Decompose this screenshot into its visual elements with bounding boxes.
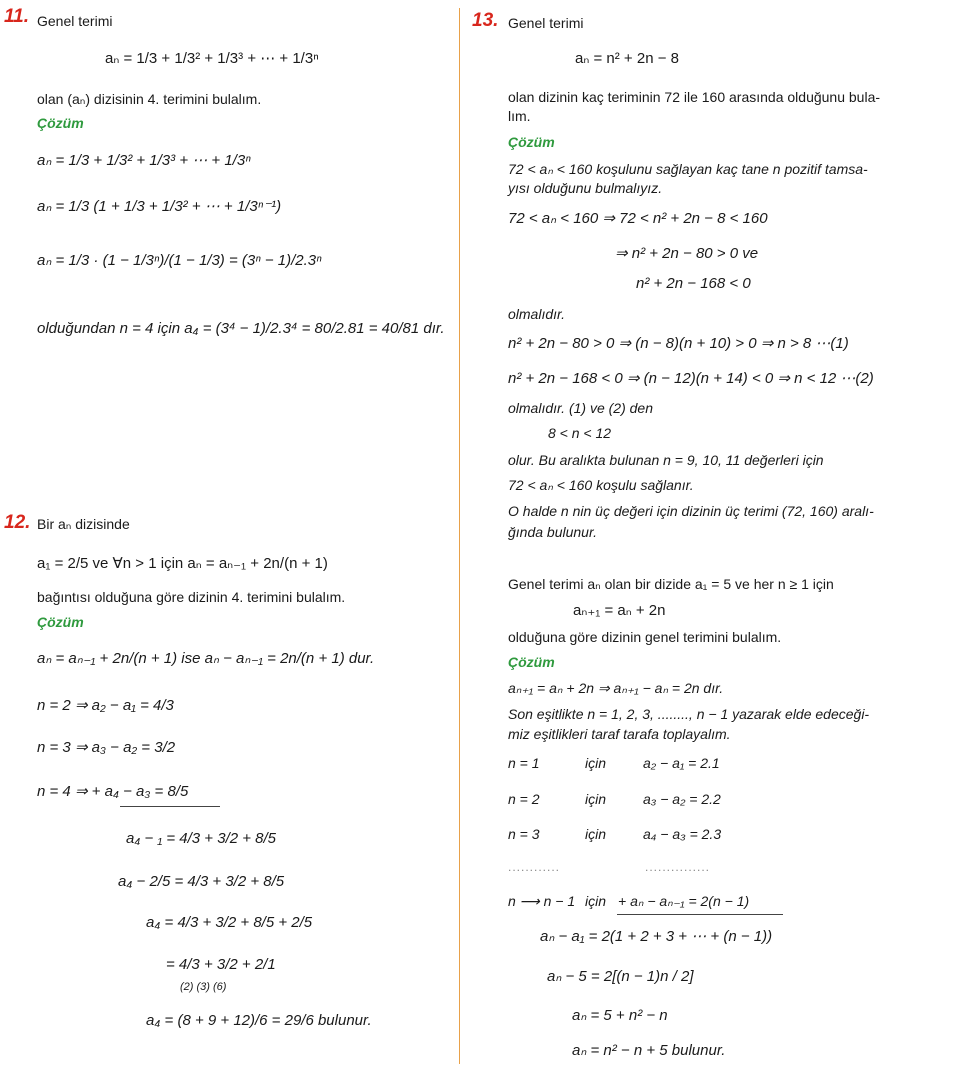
problem-12-step-1: aₙ = aₙ₋₁ + 2n/(n + 1) ise aₙ − aₙ₋₁ = 2n/(n + 1) dur. xyxy=(37,650,375,667)
problem-12-row-n2: n = 2 ⇒ a₂ − a₁ = 4/3 xyxy=(37,697,174,714)
problem-14-step-1: aₙ₊₁ = aₙ + 2n ⇒ aₙ₊₁ − aₙ = 2n dır. xyxy=(508,680,724,696)
problem-14-text-line-1: Son eşitlikte n = 1, 2, 3, ........, n − 1 yazarak elde edeceği- xyxy=(508,706,870,722)
problem-12-row-n3: n = 3 ⇒ a₃ − a₂ = 3/2 xyxy=(37,739,176,756)
problem-11-step-3: aₙ = 1/3 · (1 − 1/3ⁿ)/(1 − 1/3) = (3ⁿ − 1)/2.3ⁿ xyxy=(37,252,322,269)
problem-11-question: olan (aₙ) dizisinin 4. terimini bulalım. xyxy=(37,91,262,107)
problem-14-row-1-eq: a₂ − a₁ = 2.1 xyxy=(643,755,720,771)
problem-14-row-3-eq: a₄ − a₃ = 2.3 xyxy=(643,826,722,842)
problem-12-sum-4-factors: (2) (3) (6) xyxy=(180,981,227,993)
problem-14-sum-3: aₙ = 5 + n² − n xyxy=(572,1007,668,1024)
problem-12-number: 12. xyxy=(4,512,31,533)
problem-11-step-4: olduğundan n = 4 için a₄ = (3⁴ − 1)/2.3⁴ = 80/2.81 = 40/81 dır. xyxy=(37,320,445,337)
problem-11-number: 11. xyxy=(4,6,30,27)
column-divider xyxy=(459,8,460,1064)
problem-13-title: Genel terimi xyxy=(508,15,584,31)
problem-13-formula: aₙ = n² + 2n − 8 xyxy=(575,50,679,67)
problem-13-question-line-2: lım. xyxy=(508,108,531,124)
problem-12-question: bağıntısı olduğuna göre dizinin 4. terimini bulalım. xyxy=(37,589,346,605)
problem-14-last-n: n ⟶ n − 1 xyxy=(508,893,576,909)
problem-14-text-line-2: miz eşitlikleri taraf tarafa toplayalım. xyxy=(508,726,731,742)
problem-11-step-2: aₙ = 1/3 (1 + 1/3 + 1/3² + ⋯ + 1/3ⁿ⁻¹) xyxy=(37,198,282,215)
problem-12-solution-label: Çözüm xyxy=(37,614,84,630)
problem-13-factor-1: n² + 2n − 80 > 0 ⇒ (n − 8)(n + 10) > 0 ⇒ n > 8 ⋯(1) xyxy=(508,335,849,352)
problem-14-last-eq: + aₙ − aₙ₋₁ = 2(n − 1) xyxy=(618,893,750,909)
problem-14-dots-right: ............... xyxy=(645,860,711,874)
sum-line xyxy=(120,806,220,807)
problem-14-result: aₙ = n² − n + 5 bulunur. xyxy=(572,1042,726,1059)
problem-14-row-1-icin: için xyxy=(585,755,607,771)
problem-13-values: olur. Bu aralıkta bulunan n = 9, 10, 11 değerleri için xyxy=(508,452,824,468)
problem-14-last-icin: için xyxy=(585,893,607,909)
problem-13-conclusion-line-1: O halde n nin üç değeri için dizinin üç terimi (72, 160) aralı- xyxy=(508,503,874,519)
problem-12-sum-4: = 4/3 + 3/2 + 2/1 xyxy=(166,956,276,973)
sum-line xyxy=(617,914,783,915)
problem-13-intro-line-2: yısı olduğunu bulmalıyız. xyxy=(508,180,663,196)
problem-12-result: a₄ = (8 + 9 + 12)/6 = 29/6 bulunur. xyxy=(146,1012,372,1029)
problem-14-dots-left: ............ xyxy=(508,860,561,874)
problem-14-row-2-eq: a₃ − a₂ = 2.2 xyxy=(643,791,721,807)
problem-14-row-3-n: n = 3 xyxy=(508,826,540,842)
problem-13-must-1: olmalıdır. xyxy=(508,306,566,322)
problem-13-question-line-1: olan dizinin kaç teriminin 72 ile 160 arasında olduğunu bula- xyxy=(508,89,881,105)
problem-12-sum-1: a₄ − ₁ = 4/3 + 3/2 + 8/5 xyxy=(126,830,277,847)
problem-13-inequality-3: n² + 2n − 168 < 0 xyxy=(636,275,751,292)
problem-14-solution-label: Çözüm xyxy=(508,654,555,670)
problem-13-intro-line-1: 72 < aₙ < 160 koşulunu sağlayan kaç tane n pozitif tamsa- xyxy=(508,161,868,177)
problem-12-row-n4: n = 4 ⇒ + a₄ − a₃ = 8/5 xyxy=(37,783,189,800)
problem-11-solution-label: Çözüm xyxy=(37,115,84,131)
problem-14-row-2-icin: için xyxy=(585,791,607,807)
problem-14-question: olduğuna göre dizinin genel terimini bulalım. xyxy=(508,629,782,645)
problem-13-number: 13. xyxy=(472,10,499,31)
problem-13-must-2: olmalıdır. (1) ve (2) den xyxy=(508,400,653,416)
problem-13-condition: 72 < aₙ < 160 koşulu sağlanır. xyxy=(508,477,694,493)
problem-14-row-2-n: n = 2 xyxy=(508,791,540,807)
problem-12-title: Bir aₙ dizisinde xyxy=(37,516,130,532)
problem-13-solution-label: Çözüm xyxy=(508,134,555,150)
problem-12-sum-2: a₄ − 2/5 = 4/3 + 3/2 + 8/5 xyxy=(118,873,285,890)
problem-13-factor-2: n² + 2n − 168 < 0 ⇒ (n − 12)(n + 14) < 0 ⇒ n < 12 ⋯(2) xyxy=(508,370,874,387)
problem-14-row-3-icin: için xyxy=(585,826,607,842)
problem-14-sum-1: aₙ − a₁ = 2(1 + 2 + 3 + ⋯ + (n − 1)) xyxy=(540,928,773,945)
problem-11-title: Genel terimi xyxy=(37,13,113,29)
problem-13-conclusion-line-2: ğında bulunur. xyxy=(508,524,597,540)
problem-11-step-1: aₙ = 1/3 + 1/3² + 1/3³ + ⋯ + 1/3ⁿ xyxy=(37,152,251,169)
problem-13-inequality-2: ⇒ n² + 2n − 80 > 0 ve xyxy=(615,245,759,262)
problem-14-sum-2: aₙ − 5 = 2[(n − 1)n / 2] xyxy=(547,968,694,985)
problem-12-given: a₁ = 2/5 ve ∀n > 1 için aₙ = aₙ₋₁ + 2n/(n + 1) xyxy=(37,555,328,572)
problem-11-formula: aₙ = 1/3 + 1/3² + 1/3³ + ⋯ + 1/3ⁿ xyxy=(105,50,319,67)
problem-14-row-1-n: n = 1 xyxy=(508,755,540,771)
problem-12-sum-3: a₄ = 4/3 + 3/2 + 8/5 + 2/5 xyxy=(146,914,313,931)
problem-14-title: Genel terimi aₙ olan bir dizide a₁ = 5 ve her n ≥ 1 için xyxy=(508,576,834,592)
problem-13-range: 8 < n < 12 xyxy=(548,425,612,441)
problem-13-inequality-1: 72 < aₙ < 160 ⇒ 72 < n² + 2n − 8 < 160 xyxy=(508,210,768,227)
problem-14-given: aₙ₊₁ = aₙ + 2n xyxy=(573,602,666,619)
